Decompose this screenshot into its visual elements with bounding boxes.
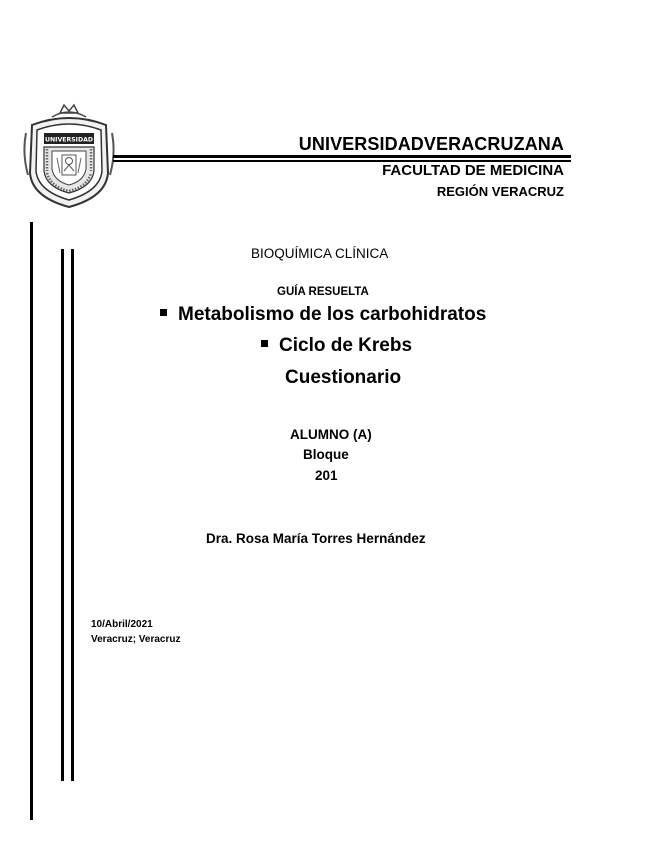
topic-item: [160, 303, 486, 327]
university-seal-logo: [22, 103, 116, 211]
block-label: Bloque: [303, 447, 349, 462]
subtitle: Cuestionario: [285, 367, 402, 388]
region-name: REGIÓN VERACRUZ: [436, 184, 564, 199]
university-name: UNIVERSIDADVERACRUZANA: [298, 134, 564, 154]
footer-date: 10/Abril/2021: [91, 619, 153, 630]
margin-line-outer: [30, 222, 33, 820]
topic-item: [261, 334, 412, 358]
bullet-square-icon: [160, 309, 167, 316]
block-number: 201: [315, 468, 338, 483]
bullet-square-icon: [261, 340, 268, 347]
header-rule-thick: [113, 155, 571, 158]
course-title: BIOQUÍMICA CLÍNICA: [251, 246, 389, 261]
student-label: ALUMNO (A): [290, 427, 372, 442]
topic-label: Ciclo de Krebs: [279, 335, 413, 356]
margin-line-inner-left: [61, 249, 64, 781]
seal-title-text: UNIVERSIDAD: [44, 136, 94, 144]
guide-label: GUÍA RESUELTA: [277, 286, 369, 298]
footer-place: Veracruz; Veracruz: [91, 634, 181, 645]
margin-line-inner-right: [71, 249, 74, 781]
teacher-name: Dra. Rosa María Torres Hernández: [206, 531, 426, 546]
faculty-name: FACULTAD DE MEDICINA: [382, 162, 564, 179]
topic-label: Metabolismo de los carbohidratos: [178, 304, 487, 325]
